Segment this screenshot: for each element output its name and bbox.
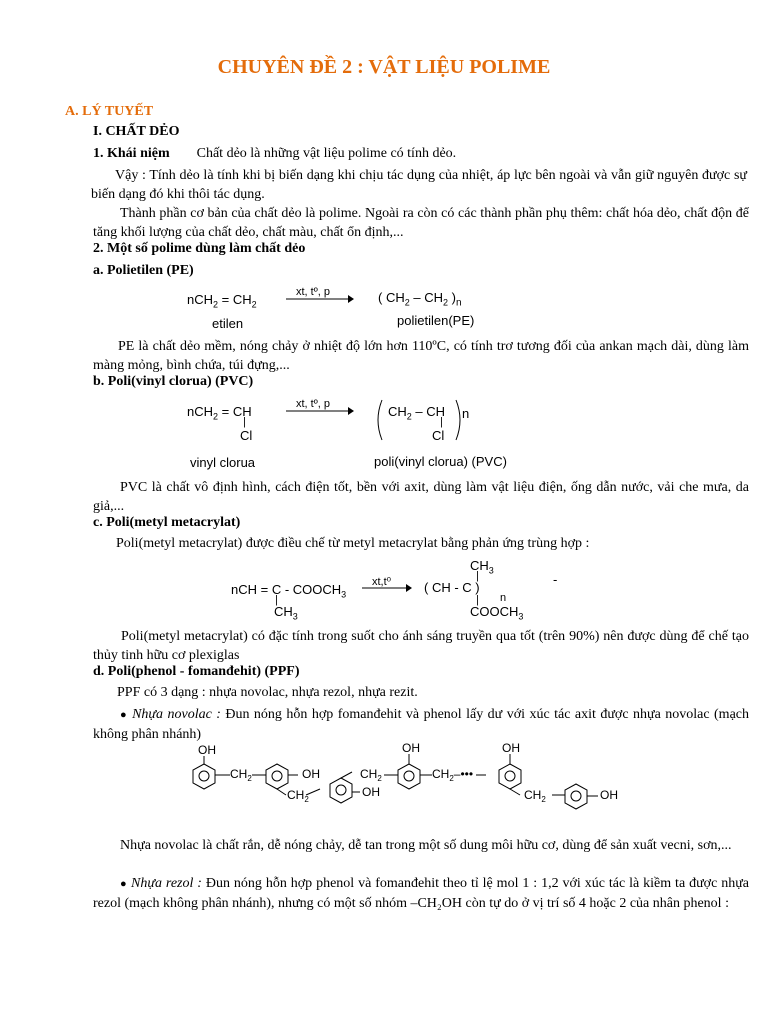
section-a-heading: A. LÝ TUYẾT [65,104,154,119]
pvc-monomer-name: vinyl clorua [190,455,256,470]
pe-conditions: xt, tº, p [296,286,330,298]
pmma-reaction-arrow [360,582,412,594]
bullet-icon: ● [120,878,128,890]
concept-definition: Chất dẻo là những vật liệu polime có tính dẻo. [196,146,457,161]
pvc-reaction-arrow [284,405,354,417]
concept-paragraph-1 [91,166,747,204]
novolac-text: Đun nóng hỗn hợp fomanđehit và phenol lấy dư với xúc tác axit được nhựa novolac (mạch không phân nhánh) [93,707,750,742]
pe-monomer-name: etilen [212,316,244,331]
svg-text:OH: OH [402,742,420,755]
svg-text:CH2: $CH_2$ [360,767,382,783]
pmma-monomer-formula: nCH = C - $COOCH_3$ [231,582,347,600]
pmma-heading: c. Poli(metyl metacrylat) [93,515,241,530]
pmma-product-formula: ( CH - C ) [424,580,480,595]
pvc-description [93,478,749,516]
novolac-properties-text: Nhựa novolac là chất rắn, dễ nóng chảy, dễ tan trong một số dung môi hữu cơ, dùng để sản xuất vecni, sơn,... [120,838,732,853]
concept-paragraph-2 [93,204,749,242]
ppf-rezol-paragraph [93,874,749,913]
concept-p1-text: Vậy : Tính dẻo là tính khi bị biến dạng khi chịu tác dụng của nhiệt, áp lực bên ngoài và vẫn giữ nguyên được sự biến dạng đó khi thôi tác dụng. [91,168,747,202]
concept-line [93,146,456,162]
pmma-product-bond-down: | [476,594,479,606]
pe-reaction-arrow [284,293,354,305]
pmma-monomer-bond: | [275,594,278,606]
pmma-product-n: n [500,592,507,604]
svg-text:OH: OH [302,767,320,781]
pmma-dash: - [553,572,558,587]
pe-monomer-formula: $nCH_2 = CH_2$ [187,292,257,310]
pmma-intro: Poli(metyl metacrylat) được điều chế từ metyl metacrylat bằng phản ứng trùng hợp : [116,536,590,551]
pvc-product-name: poli(vinyl clorua) (PVC) [374,454,507,469]
svg-text:OH: OH [362,785,380,799]
pmma-description-text: Poli(metyl metacrylat) có đặc tính trong suốt cho ánh sáng truyền qua tốt (trên 90%) nên được dùng để chế tạo thủy tinh hữu cơ plexiglas [93,629,749,663]
pvc-product-bond: | [440,416,443,428]
rezol-text: Đun nóng hỗn hợp phenol và fomanđehit theo tỉ lệ mol 1 : 1,2 với xúc tác là kiềm ta được nhựa rezol (mạch không phân nhánh), nhưng có một số nhóm –CH₂OH còn tự do ở vị trí số 4 hoặc 2 của nhân phenol : [93,876,750,911]
bullet-icon: ● [120,709,128,721]
concept-p2-text: Thành phần cơ bản của chất dẻo là polime. Ngoài ra còn có các thành phần phụ thêm: chất hóa dẻo, chất độn để tăng khối lượng của chất dẻo, chất màu, chất ổn định,... [93,206,749,240]
ppf-types: PPF có 3 dạng : nhựa novolac, nhựa rezol, nhựa rezit. [117,685,418,700]
pvc-monomer-formula: nCH$_2$ = CH [187,404,252,422]
svg-text:CH2–•••: $CH_2-•••$ [432,767,474,783]
svg-text:OH: OH [600,788,618,802]
pvc-monomer-cl: Cl [240,428,253,443]
novolac-label: Nhựa novolac : [132,707,221,722]
pvc-product-formula: $CH_2$ – CH [388,404,446,422]
svg-text:OH: OH [502,742,520,755]
novolac-properties [93,836,749,855]
pvc-product-cl: Cl [432,428,445,443]
concept-heading: 1. Khái niệm [93,146,170,161]
pmma-description [93,627,749,665]
pmma-product-ch3: $CH_3$ [470,558,494,576]
pmma-monomer-ch3: $CH_3$ [274,604,298,622]
svg-text:OH: OH [198,743,216,757]
svg-text:CH2: $CH_2$ [524,788,546,804]
svg-text:CH2: $CH_2$ [287,788,309,804]
polymers-heading: 2. Một số polime dùng làm chất dẻo [93,241,306,256]
pe-product-formula: ( $CH_2 - CH_2$ )$_n$ [378,290,462,309]
rezol-label: Nhựa rezol : [131,876,202,891]
page-title: CHUYÊN ĐỀ 2 : VẬT LIỆU POLIME [217,56,551,78]
pe-product-name: polietilen(PE) [397,313,475,328]
svg-text:CH2: $CH_2$ [230,767,252,783]
part-1-heading: I. CHẤT DẺO [93,124,180,139]
pvc-conditions: xt, tº, p [296,398,330,410]
pe-heading: a. Polietilen (PE) [93,263,194,278]
pvc-product-n: n [462,406,470,421]
ppf-novolac-paragraph [93,705,749,744]
pvc-monomer-bond: | [243,416,246,428]
ppf-heading: d. Poli(phenol - fomanđehit) (PPF) [93,664,300,679]
pmma-conditions: xt,t⁰ [372,576,392,588]
pmma-product-cooch3: $COOCH_3$ [470,604,524,622]
novolac-structure-diagram [180,742,640,810]
pvc-heading: b. Poli(vinyl clorua) (PVC) [93,374,254,389]
pe-description-text: PE là chất dẻo mềm, nóng chảy ở nhiệt độ lớn hơn 110ºC, có tính trơ tương đối của ankan mạch dài, dùng làm màng mỏng, bình chứa, túi đựng,... [93,339,749,373]
pvc-description-text: PVC là chất vô định hình, cách điện tốt, bền với axit, dùng làm vật liệu điện, ống dẫn nước, vải che mưa, da giả,... [93,480,749,514]
pmma-product-bond-up: | [476,570,479,582]
pe-description [93,337,749,375]
